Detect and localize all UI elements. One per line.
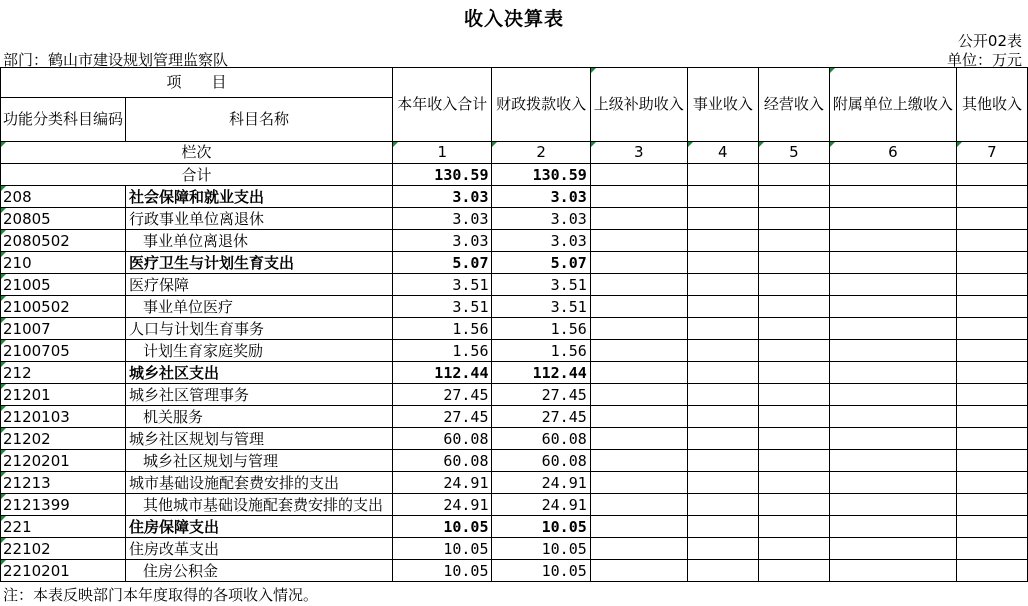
- empty-cell: [590, 340, 687, 362]
- col-header-3: 上级补助收入: [590, 68, 687, 142]
- subject-name-cell: 事业单位离退休: [126, 230, 393, 252]
- page-title: 收入决算表: [463, 8, 564, 30]
- empty-cell: [829, 252, 956, 274]
- total-income-cell: 3.03: [393, 186, 492, 208]
- empty-cell: [590, 560, 687, 582]
- fiscal-income-cell: 27.45: [492, 384, 590, 406]
- table-row: [1, 208, 1028, 230]
- total-income-cell: 60.08: [393, 450, 492, 472]
- col-index-6: 6: [829, 142, 956, 164]
- total-income-cell: 3.03: [393, 230, 492, 252]
- empty-cell: [687, 406, 758, 428]
- func-code-cell: 20805: [1, 208, 126, 230]
- empty-cell: [829, 208, 956, 230]
- subject-name-cell: 城乡社区支出: [126, 362, 393, 384]
- empty-cell: [758, 318, 829, 340]
- empty-cell: [687, 252, 758, 274]
- empty-cell: [590, 538, 687, 560]
- subject-name-cell: 城乡社区规划与管理: [126, 450, 393, 472]
- empty-cell: [829, 472, 956, 494]
- col-index-1: 1: [393, 142, 492, 164]
- func-code-header: 功能分类科目编码: [1, 98, 126, 142]
- subject-name-cell: 住房改革支出: [126, 538, 393, 560]
- empty-cell: [829, 186, 956, 208]
- empty-cell: [758, 494, 829, 516]
- fiscal-income-cell: 112.44: [492, 362, 590, 384]
- empty-cell: [956, 450, 1027, 472]
- empty-cell: [956, 538, 1027, 560]
- table-row: [1, 406, 1028, 428]
- subject-name-cell: 医疗卫生与计划生育支出: [126, 252, 393, 274]
- empty-cell: [829, 274, 956, 296]
- unit-label: 单位：万元: [946, 51, 1022, 69]
- subject-name-cell: 住房公积金: [126, 560, 393, 582]
- empty-cell: [829, 362, 956, 384]
- empty-cell: [687, 296, 758, 318]
- col-header-2: 财政拨款收入: [492, 68, 590, 142]
- total-income-cell: 60.08: [393, 428, 492, 450]
- empty-cell: [956, 362, 1027, 384]
- func-code-cell: 21213: [1, 472, 126, 494]
- empty-cell: [956, 472, 1027, 494]
- col-header-7: 其他收入: [956, 68, 1027, 142]
- fiscal-income-cell: 10.05: [492, 560, 590, 582]
- table-row: [1, 252, 1028, 274]
- col-index-3: 3: [590, 142, 687, 164]
- table-row: [1, 516, 1028, 538]
- total-income-cell: 3.03: [393, 208, 492, 230]
- empty-cell: [590, 428, 687, 450]
- subject-name-cell: 城乡社区管理事务: [126, 384, 393, 406]
- table-row: [1, 384, 1028, 406]
- table-row: [1, 472, 1028, 494]
- empty-cell: [590, 208, 687, 230]
- func-code-cell: 22102: [1, 538, 126, 560]
- empty-cell: [956, 230, 1027, 252]
- func-code-cell: 21005: [1, 274, 126, 296]
- empty-cell: [956, 318, 1027, 340]
- empty-cell: [758, 516, 829, 538]
- table-row: [1, 560, 1028, 582]
- empty-cell: [687, 208, 758, 230]
- empty-cell: [829, 340, 956, 362]
- fiscal-income-cell: 3.03: [492, 208, 590, 230]
- empty-cell: [687, 274, 758, 296]
- empty-cell: [758, 406, 829, 428]
- col-index-7: 7: [956, 142, 1027, 164]
- func-code-cell: 2120103: [1, 406, 126, 428]
- empty-cell: [829, 230, 956, 252]
- table-row: [1, 318, 1028, 340]
- fiscal-income-cell: 10.05: [492, 538, 590, 560]
- subject-name-cell: 住房保障支出: [126, 516, 393, 538]
- empty-cell: [758, 450, 829, 472]
- subject-name-cell: 城市基础设施配套费安排的支出: [126, 472, 393, 494]
- empty-cell: [590, 318, 687, 340]
- fiscal-income-cell: 60.08: [492, 428, 590, 450]
- table-row: [1, 494, 1028, 516]
- empty-cell: [758, 538, 829, 560]
- department-label: 部门：鹤山市建设规划管理监察队: [3, 51, 229, 69]
- subject-name-cell: 社会保障和就业支出: [126, 186, 393, 208]
- empty-cell: [829, 428, 956, 450]
- empty-cell: [590, 274, 687, 296]
- empty-cell: [687, 384, 758, 406]
- empty-cell: [590, 516, 687, 538]
- col-index-4: 4: [687, 142, 758, 164]
- fiscal-income-cell: 1.56: [492, 318, 590, 340]
- empty-cell: [829, 538, 956, 560]
- fiscal-income-cell: 5.07: [492, 252, 590, 274]
- fiscal-income-cell: 3.03: [492, 230, 590, 252]
- total-income-cell: 3.51: [393, 296, 492, 318]
- empty-cell: [687, 428, 758, 450]
- empty-cell: [590, 252, 687, 274]
- subject-name-cell: 城乡社区规划与管理: [126, 428, 393, 450]
- empty-cell: [956, 186, 1027, 208]
- subject-name-header: 科目名称: [126, 98, 393, 142]
- fiscal-income-cell: 3.51: [492, 274, 590, 296]
- total-income-cell: 112.44: [393, 362, 492, 384]
- empty-cell: [687, 560, 758, 582]
- empty-cell: [956, 340, 1027, 362]
- table-row: [1, 186, 1028, 208]
- func-code-cell: 21007: [1, 318, 126, 340]
- empty-cell: [687, 538, 758, 560]
- empty-cell: [687, 450, 758, 472]
- empty-cell: [829, 384, 956, 406]
- empty-cell: [590, 362, 687, 384]
- col-header-4: 事业收入: [687, 68, 758, 142]
- subject-name-cell: 事业单位医疗: [126, 296, 393, 318]
- total-income-cell: 10.05: [393, 516, 492, 538]
- func-code-cell: 2100705: [1, 340, 126, 362]
- footnote: 注：本表反映部门本年度取得的各项收入情况。: [3, 586, 319, 604]
- fiscal-income-cell: 27.45: [492, 406, 590, 428]
- empty-cell: [758, 186, 829, 208]
- func-code-cell: 212: [1, 362, 126, 384]
- empty-cell: [829, 516, 956, 538]
- subject-name-cell: 计划生育家庭奖励: [126, 340, 393, 362]
- empty-cell: [956, 274, 1027, 296]
- income-table: [0, 67, 1028, 582]
- fiscal-income-cell: 1.56: [492, 340, 590, 362]
- empty-cell: [956, 384, 1027, 406]
- empty-cell: [758, 362, 829, 384]
- empty-cell: [758, 230, 829, 252]
- func-code-cell: 210: [1, 252, 126, 274]
- subject-name-cell: 行政事业单位离退休: [126, 208, 393, 230]
- total-income-cell: 1.56: [393, 340, 492, 362]
- empty-cell: [687, 472, 758, 494]
- empty-cell: [829, 164, 956, 186]
- empty-cell: [758, 208, 829, 230]
- empty-cell: [758, 560, 829, 582]
- total-income-cell: 3.51: [393, 274, 492, 296]
- subject-name-cell: 机关服务: [126, 406, 393, 428]
- total-income-cell: 5.07: [393, 252, 492, 274]
- fiscal-income-cell: 10.05: [492, 516, 590, 538]
- total-sum: 130.59: [393, 164, 492, 186]
- col-index-label: 栏次: [1, 142, 393, 164]
- total-income-cell: 1.56: [393, 318, 492, 340]
- col-header-5: 经营收入: [758, 68, 829, 142]
- table-row: [1, 340, 1028, 362]
- fiscal-income-cell: 60.08: [492, 450, 590, 472]
- total-income-cell: 27.45: [393, 406, 492, 428]
- form-number: 公开02表: [957, 32, 1022, 50]
- subject-name-cell: 其他城市基础设施配套费安排的支出: [126, 494, 393, 516]
- table-row: [1, 230, 1028, 252]
- empty-cell: [758, 164, 829, 186]
- empty-cell: [590, 186, 687, 208]
- total-income-cell: 24.91: [393, 472, 492, 494]
- subject-name-cell: 医疗保障: [126, 274, 393, 296]
- empty-cell: [590, 164, 687, 186]
- empty-cell: [758, 252, 829, 274]
- table-row: [1, 450, 1028, 472]
- empty-cell: [956, 164, 1027, 186]
- total-income-cell: 10.05: [393, 560, 492, 582]
- total-income-cell: 27.45: [393, 384, 492, 406]
- fiscal-income-cell: 24.91: [492, 472, 590, 494]
- func-code-cell: 21201: [1, 384, 126, 406]
- empty-cell: [590, 296, 687, 318]
- table-row: [1, 362, 1028, 384]
- func-code-cell: 2210201: [1, 560, 126, 582]
- empty-cell: [687, 164, 758, 186]
- empty-cell: [758, 472, 829, 494]
- total-label: 合计: [1, 164, 393, 186]
- empty-cell: [590, 384, 687, 406]
- func-code-cell: 21202: [1, 428, 126, 450]
- col-index-2: 2: [492, 142, 590, 164]
- empty-cell: [956, 252, 1027, 274]
- empty-cell: [758, 296, 829, 318]
- empty-cell: [758, 384, 829, 406]
- func-code-cell: 221: [1, 516, 126, 538]
- empty-cell: [758, 428, 829, 450]
- empty-cell: [687, 186, 758, 208]
- empty-cell: [758, 340, 829, 362]
- empty-cell: [590, 230, 687, 252]
- empty-cell: [687, 494, 758, 516]
- empty-cell: [956, 208, 1027, 230]
- empty-cell: [956, 406, 1027, 428]
- table-row: [1, 428, 1028, 450]
- col-header-6: 附属单位上缴收入: [829, 68, 956, 142]
- fiscal-income-cell: 24.91: [492, 494, 590, 516]
- empty-cell: [590, 494, 687, 516]
- item-header: 项 目: [1, 68, 393, 98]
- empty-cell: [590, 406, 687, 428]
- table-row: [1, 274, 1028, 296]
- empty-cell: [758, 274, 829, 296]
- empty-cell: [590, 450, 687, 472]
- total-income-cell: 24.91: [393, 494, 492, 516]
- empty-cell: [829, 406, 956, 428]
- empty-cell: [687, 516, 758, 538]
- empty-cell: [590, 472, 687, 494]
- empty-cell: [829, 560, 956, 582]
- table-row: [1, 296, 1028, 318]
- empty-cell: [829, 318, 956, 340]
- fiscal-income-cell: 3.03: [492, 186, 590, 208]
- func-code-cell: 2100502: [1, 296, 126, 318]
- empty-cell: [687, 340, 758, 362]
- empty-cell: [956, 560, 1027, 582]
- subject-name-cell: 人口与计划生育事务: [126, 318, 393, 340]
- empty-cell: [829, 296, 956, 318]
- total-fiscal: 130.59: [492, 164, 590, 186]
- empty-cell: [687, 362, 758, 384]
- empty-cell: [956, 494, 1027, 516]
- total-income-cell: 10.05: [393, 538, 492, 560]
- func-code-cell: 2080502: [1, 230, 126, 252]
- func-code-cell: 208: [1, 186, 126, 208]
- empty-cell: [687, 318, 758, 340]
- table-row: [1, 538, 1028, 560]
- empty-cell: [687, 230, 758, 252]
- col-header-1: 本年收入合计: [393, 68, 492, 142]
- empty-cell: [956, 516, 1027, 538]
- empty-cell: [956, 428, 1027, 450]
- empty-cell: [829, 494, 956, 516]
- fiscal-income-cell: 3.51: [492, 296, 590, 318]
- col-index-5: 5: [758, 142, 829, 164]
- empty-cell: [956, 296, 1027, 318]
- empty-cell: [829, 450, 956, 472]
- func-code-cell: 2120201: [1, 450, 126, 472]
- func-code-cell: 2121399: [1, 494, 126, 516]
